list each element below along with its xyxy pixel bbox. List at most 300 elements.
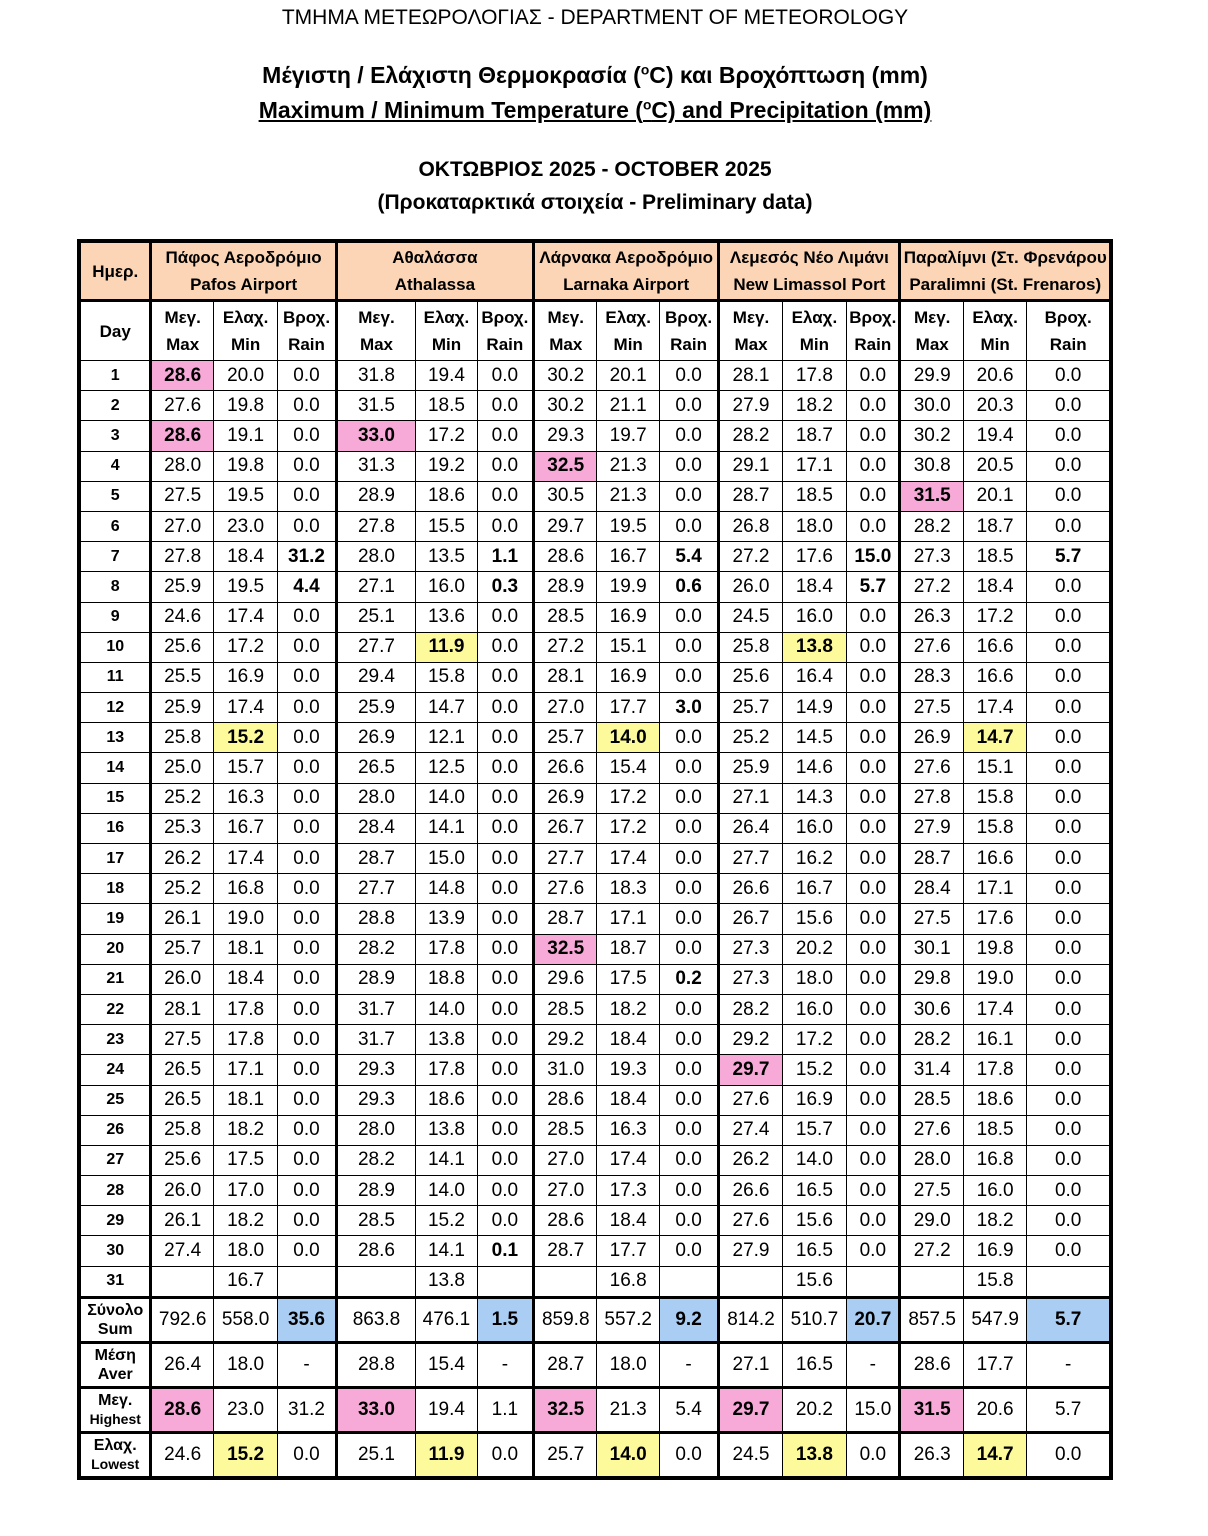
- column-header-row: [81, 301, 1110, 361]
- day-number: 12: [81, 693, 151, 723]
- table-cell: 27.0: [534, 693, 597, 723]
- table-cell: 28.2: [336, 934, 416, 964]
- column-header-rain: Βροχ. Rain: [659, 301, 718, 361]
- table-cell: 30.2: [900, 421, 963, 451]
- table-cell: 19.8: [963, 934, 1026, 964]
- table-cell: 16.8: [597, 1266, 659, 1297]
- table-cell: 16.9: [963, 1236, 1026, 1266]
- table-cell: 28.3: [900, 662, 963, 692]
- day-number: 3: [81, 421, 151, 451]
- day-number: 24: [81, 1055, 151, 1085]
- table-cell: 17.5: [213, 1145, 277, 1175]
- table-cell: 17.6: [782, 542, 846, 572]
- table-cell: 0.0: [477, 1025, 533, 1055]
- table-cell: 16.6: [963, 844, 1026, 874]
- table-cell: 19.7: [597, 421, 659, 451]
- table-cell: 0.0: [477, 723, 533, 753]
- table-cell: 0.2: [659, 964, 718, 994]
- table-cell: 12.1: [416, 723, 477, 753]
- table-cell: 0.0: [477, 753, 533, 783]
- table-cell: 25.2: [151, 874, 213, 904]
- summary-cell: 33.0: [336, 1387, 416, 1432]
- table-cell: [659, 1266, 718, 1297]
- table-cell: 0.6: [659, 572, 718, 602]
- table-cell: 17.4: [597, 844, 659, 874]
- table-row: [81, 1115, 1110, 1145]
- table-cell: 15.7: [213, 753, 277, 783]
- column-header-max: Μεγ. Max: [151, 301, 213, 361]
- table-cell: 17.8: [416, 934, 477, 964]
- table-cell: 17.0: [213, 1176, 277, 1206]
- table-cell: 0.0: [278, 1236, 336, 1266]
- table-cell: 0.0: [659, 1176, 718, 1206]
- table-cell: 25.8: [719, 632, 782, 662]
- table-cell: 15.6: [782, 1206, 846, 1236]
- table-cell: 14.6: [782, 753, 846, 783]
- column-header-min: Ελαχ. Min: [416, 301, 477, 361]
- table-cell: 0.0: [847, 421, 900, 451]
- table-cell: 1.1: [477, 542, 533, 572]
- table-cell: 28.6: [534, 1206, 597, 1236]
- table-cell: 3.0: [659, 693, 718, 723]
- table-cell: 11.9: [416, 632, 477, 662]
- day-number: 27: [81, 1145, 151, 1175]
- table-cell: 26.0: [719, 572, 782, 602]
- table-cell: 26.2: [719, 1145, 782, 1175]
- table-cell: 0.0: [278, 602, 336, 632]
- table-cell: 17.1: [963, 874, 1026, 904]
- table-cell: 0.0: [1027, 964, 1110, 994]
- summary-cell: 5.7: [1027, 1297, 1110, 1342]
- table-cell: 18.5: [782, 481, 846, 511]
- day-number: 7: [81, 542, 151, 572]
- table-cell: 27.5: [900, 693, 963, 723]
- table-cell: 28.2: [719, 994, 782, 1024]
- table-cell: 15.7: [782, 1115, 846, 1145]
- table-cell: 27.6: [900, 632, 963, 662]
- table-row: [81, 481, 1110, 511]
- summary-cell: 28.6: [151, 1387, 213, 1432]
- table-cell: 0.0: [659, 421, 718, 451]
- table-cell: 28.5: [534, 1115, 597, 1145]
- title-greek: Μέγιστη / Ελάχιστη Θερμοκρασία ($^o$C) και Βροχόπτωση (mm): [262, 62, 928, 88]
- table-cell: 29.0: [900, 1206, 963, 1236]
- table-cell: 16.8: [963, 1145, 1026, 1175]
- table-cell: 25.1: [336, 602, 416, 632]
- table-cell: 29.2: [534, 1025, 597, 1055]
- table-cell: 18.7: [782, 421, 846, 451]
- table-cell: 0.0: [1027, 391, 1110, 421]
- table-cell: 0.0: [278, 1055, 336, 1085]
- table-cell: 18.4: [597, 1085, 659, 1115]
- table-cell: 5.4: [659, 542, 718, 572]
- table-cell: 0.0: [477, 934, 533, 964]
- summary-cell: 792.6: [151, 1297, 213, 1342]
- summary-label: Σύνολο Sum: [81, 1297, 151, 1342]
- table-cell: 16.9: [213, 662, 277, 692]
- table-cell: 27.5: [900, 1176, 963, 1206]
- summary-cell: 27.1: [719, 1342, 782, 1387]
- summary-cell: 31.5: [900, 1387, 963, 1432]
- summary-cell: 35.6: [278, 1297, 336, 1342]
- table-row: [81, 874, 1110, 904]
- table-cell: 28.1: [534, 662, 597, 692]
- table-cell: 16.0: [963, 1176, 1026, 1206]
- station-header-larnaka: Λάρνακα Αεροδρόμιο Larnaka Airport: [534, 243, 719, 301]
- table-cell: 0.0: [659, 994, 718, 1024]
- table-cell: 28.2: [900, 511, 963, 541]
- table-row: [81, 542, 1110, 572]
- summary-cell: 14.7: [963, 1432, 1026, 1476]
- table-cell: 29.9: [900, 361, 963, 391]
- table-cell: 0.0: [278, 1176, 336, 1206]
- table-cell: 16.9: [782, 1085, 846, 1115]
- table-cell: 0.0: [847, 1236, 900, 1266]
- table-cell: 25.2: [151, 783, 213, 813]
- table-cell: 0.0: [278, 421, 336, 451]
- table-cell: 15.4: [597, 753, 659, 783]
- table-cell: 0.0: [278, 1025, 336, 1055]
- table-cell: 28.7: [719, 481, 782, 511]
- table-cell: 26.3: [900, 602, 963, 632]
- table-cell: 0.0: [278, 1115, 336, 1145]
- table-cell: 27.3: [900, 542, 963, 572]
- table-cell: 30.2: [534, 391, 597, 421]
- table-cell: 19.8: [213, 391, 277, 421]
- table-cell: [719, 1266, 782, 1297]
- table-cell: 23.0: [213, 511, 277, 541]
- table-cell: 14.7: [416, 693, 477, 723]
- table-cell: 0.0: [278, 753, 336, 783]
- day-number: 28: [81, 1176, 151, 1206]
- table-cell: 0.0: [659, 632, 718, 662]
- table-cell: 0.0: [278, 1145, 336, 1175]
- table-cell: [336, 1266, 416, 1297]
- table-cell: 17.2: [597, 783, 659, 813]
- table-row: [81, 964, 1110, 994]
- table-cell: 0.0: [278, 994, 336, 1024]
- table-cell: 0.0: [1027, 753, 1110, 783]
- weather-table: [80, 242, 1110, 1477]
- table-cell: 14.3: [782, 783, 846, 813]
- table-row: [81, 1025, 1110, 1055]
- table-cell: 27.6: [534, 874, 597, 904]
- table-cell: 17.8: [213, 994, 277, 1024]
- table-cell: 0.0: [847, 753, 900, 783]
- table-cell: 18.7: [597, 934, 659, 964]
- table-row: [81, 994, 1110, 1024]
- table-cell: 0.0: [847, 1025, 900, 1055]
- table-cell: 16.5: [782, 1176, 846, 1206]
- table-cell: 0.1: [477, 1236, 533, 1266]
- summary-cell: -: [1027, 1342, 1110, 1387]
- table-row: [81, 361, 1110, 391]
- table-cell: 31.4: [900, 1055, 963, 1085]
- table-cell: 29.1: [719, 451, 782, 481]
- column-header-min: Ελαχ. Min: [963, 301, 1026, 361]
- day-number: 16: [81, 813, 151, 843]
- table-cell: 27.4: [719, 1115, 782, 1145]
- table-cell: 16.3: [213, 783, 277, 813]
- table-cell: 19.3: [597, 1055, 659, 1085]
- table-cell: 19.1: [213, 421, 277, 451]
- table-cell: 32.5: [534, 934, 597, 964]
- table-cell: 26.9: [336, 723, 416, 753]
- table-cell: 18.2: [782, 391, 846, 421]
- table-cell: 14.8: [416, 874, 477, 904]
- table-cell: 14.0: [597, 723, 659, 753]
- table-cell: 28.9: [534, 572, 597, 602]
- summary-cell: 11.9: [416, 1432, 477, 1476]
- table-cell: 17.7: [597, 693, 659, 723]
- table-cell: 27.6: [900, 753, 963, 783]
- table-cell: 18.4: [213, 964, 277, 994]
- column-header-max: Μεγ. Max: [534, 301, 597, 361]
- table-cell: 0.0: [847, 964, 900, 994]
- table-cell: 19.4: [416, 361, 477, 391]
- table-cell: 12.5: [416, 753, 477, 783]
- table-cell: 0.0: [847, 994, 900, 1024]
- table-row: [81, 632, 1110, 662]
- table-cell: 13.8: [416, 1266, 477, 1297]
- table-cell: 18.6: [963, 1085, 1026, 1115]
- table-cell: 14.0: [416, 783, 477, 813]
- table-cell: 0.0: [659, 391, 718, 421]
- table-cell: 0.0: [1027, 1206, 1110, 1236]
- table-cell: 28.0: [900, 1145, 963, 1175]
- table-cell: 16.0: [782, 994, 846, 1024]
- table-cell: 0.0: [477, 844, 533, 874]
- table-cell: 16.7: [782, 874, 846, 904]
- day-number: 25: [81, 1085, 151, 1115]
- table-cell: 0.0: [847, 874, 900, 904]
- table-cell: 26.5: [151, 1055, 213, 1085]
- summary-cell: 20.7: [847, 1297, 900, 1342]
- table-cell: 28.1: [719, 361, 782, 391]
- table-cell: [278, 1266, 336, 1297]
- table-cell: 27.7: [534, 844, 597, 874]
- table-cell: 26.5: [151, 1085, 213, 1115]
- summary-cell: 23.0: [213, 1387, 277, 1432]
- table-cell: 20.1: [963, 481, 1026, 511]
- table-cell: 30.2: [534, 361, 597, 391]
- table-cell: 0.0: [847, 391, 900, 421]
- table-cell: 15.2: [416, 1206, 477, 1236]
- table-cell: 16.9: [597, 662, 659, 692]
- table-cell: 16.6: [963, 632, 1026, 662]
- table-cell: 0.0: [278, 391, 336, 421]
- summary-cell: 26.4: [151, 1342, 213, 1387]
- table-cell: 28.6: [336, 1236, 416, 1266]
- summary-cell: 0.0: [477, 1432, 533, 1476]
- table-cell: 0.0: [477, 632, 533, 662]
- table-cell: 17.2: [213, 632, 277, 662]
- summary-cell: 510.7: [782, 1297, 846, 1342]
- table-cell: 0.0: [477, 1176, 533, 1206]
- table-cell: 4.4: [278, 572, 336, 602]
- table-cell: 27.2: [900, 1236, 963, 1266]
- table-cell: 0.0: [477, 421, 533, 451]
- table-row: [81, 904, 1110, 934]
- table-cell: 28.2: [719, 421, 782, 451]
- table-cell: 17.4: [597, 1145, 659, 1175]
- table-cell: 0.0: [1027, 723, 1110, 753]
- table-row: [81, 1055, 1110, 1085]
- table-cell: 19.0: [213, 904, 277, 934]
- day-number: 15: [81, 783, 151, 813]
- summary-cell: -: [477, 1342, 533, 1387]
- table-cell: 17.3: [597, 1176, 659, 1206]
- table-cell: 17.2: [963, 602, 1026, 632]
- summary-cell: 29.7: [719, 1387, 782, 1432]
- table-cell: 0.0: [477, 693, 533, 723]
- table-cell: 29.2: [719, 1025, 782, 1055]
- table-cell: 24.6: [151, 602, 213, 632]
- table-cell: 16.7: [213, 1266, 277, 1297]
- table-cell: 0.0: [659, 602, 718, 632]
- table-cell: 0.0: [1027, 693, 1110, 723]
- table-row: [81, 1176, 1110, 1206]
- table-cell: 0.0: [847, 451, 900, 481]
- table-cell: 0.0: [659, 904, 718, 934]
- column-header-rain: Βροχ. Rain: [278, 301, 336, 361]
- table-cell: 28.7: [534, 1236, 597, 1266]
- table-cell: 0.0: [847, 1145, 900, 1175]
- summary-cell: 21.3: [597, 1387, 659, 1432]
- summary-cell: 1.5: [477, 1297, 533, 1342]
- summary-cell: 5.7: [1027, 1387, 1110, 1432]
- summary-cell: 14.0: [597, 1432, 659, 1476]
- day-header-greek: Ημερ.: [81, 243, 151, 301]
- table-cell: 18.2: [213, 1206, 277, 1236]
- table-cell: 0.0: [477, 391, 533, 421]
- table-cell: 18.2: [213, 1115, 277, 1145]
- table-cell: 0.0: [477, 1206, 533, 1236]
- table-cell: 17.4: [963, 693, 1026, 723]
- table-cell: 16.9: [597, 602, 659, 632]
- summary-row: [81, 1387, 1110, 1432]
- table-cell: 0.0: [659, 934, 718, 964]
- summary-cell: -: [278, 1342, 336, 1387]
- summary-label: Ελαχ. Lowest: [81, 1432, 151, 1476]
- table-cell: 0.0: [659, 361, 718, 391]
- table-cell: 17.8: [213, 1025, 277, 1055]
- table-cell: 0.0: [1027, 994, 1110, 1024]
- table-cell: 0.0: [278, 904, 336, 934]
- table-cell: 26.0: [151, 964, 213, 994]
- table-cell: 27.2: [900, 572, 963, 602]
- table-cell: 17.2: [782, 1025, 846, 1055]
- table-cell: 0.0: [477, 994, 533, 1024]
- table-cell: 0.0: [477, 813, 533, 843]
- column-header-min: Ελαχ. Min: [597, 301, 659, 361]
- table-cell: 25.6: [151, 1145, 213, 1175]
- table-cell: 16.2: [782, 844, 846, 874]
- day-number: 30: [81, 1236, 151, 1266]
- table-cell: 0.0: [477, 964, 533, 994]
- day-number: 17: [81, 844, 151, 874]
- table-cell: 14.5: [782, 723, 846, 753]
- summary-cell: 547.9: [963, 1297, 1026, 1342]
- table-cell: 0.0: [278, 632, 336, 662]
- summary-cell: 18.0: [597, 1342, 659, 1387]
- table-cell: 28.7: [900, 844, 963, 874]
- table-cell: 28.0: [151, 451, 213, 481]
- table-row: [81, 783, 1110, 813]
- table-cell: 15.6: [782, 904, 846, 934]
- table-cell: 0.0: [847, 632, 900, 662]
- table-cell: 18.8: [416, 964, 477, 994]
- table-cell: 0.0: [278, 693, 336, 723]
- day-number: 13: [81, 723, 151, 753]
- table-cell: 0.3: [477, 572, 533, 602]
- column-header-rain: Βροχ. Rain: [847, 301, 900, 361]
- table-cell: 19.5: [213, 481, 277, 511]
- table-cell: 27.5: [151, 1025, 213, 1055]
- table-cell: 0.0: [847, 783, 900, 813]
- table-cell: 13.9: [416, 904, 477, 934]
- table-cell: 5.7: [847, 572, 900, 602]
- table-cell: 0.0: [477, 361, 533, 391]
- table-cell: 0.0: [1027, 421, 1110, 451]
- table-cell: 0.0: [477, 1085, 533, 1115]
- table-cell: 26.6: [534, 753, 597, 783]
- table-cell: 17.1: [782, 451, 846, 481]
- table-cell: 0.0: [659, 1115, 718, 1145]
- summary-cell: 857.5: [900, 1297, 963, 1342]
- day-number: 11: [81, 662, 151, 692]
- table-cell: 0.0: [1027, 662, 1110, 692]
- table-row: [81, 1206, 1110, 1236]
- table-cell: 0.0: [659, 1055, 718, 1085]
- summary-cell: 24.5: [719, 1432, 782, 1476]
- column-header-max: Μεγ. Max: [719, 301, 782, 361]
- summary-cell: 13.8: [782, 1432, 846, 1476]
- table-cell: 15.5: [416, 511, 477, 541]
- table-cell: 31.3: [336, 451, 416, 481]
- table-cell: 0.0: [1027, 934, 1110, 964]
- station-header-athalassa: Αθαλάσσα Athalassa: [336, 243, 533, 301]
- column-header-rain: Βροχ. Rain: [477, 301, 533, 361]
- table-cell: 16.0: [416, 572, 477, 602]
- table-cell: 14.0: [416, 1176, 477, 1206]
- table-cell: 29.4: [336, 662, 416, 692]
- station-header-paralimni: Παραλίμνι (Στ. Φρενάρου Paralimni (St. Frenaros): [900, 243, 1110, 301]
- table-cell: 27.9: [719, 391, 782, 421]
- table-cell: 0.0: [847, 1115, 900, 1145]
- table-cell: 18.4: [213, 542, 277, 572]
- table-cell: 18.4: [597, 1206, 659, 1236]
- summary-cell: 863.8: [336, 1297, 416, 1342]
- table-row: [81, 391, 1110, 421]
- column-header-min: Ελαχ. Min: [782, 301, 846, 361]
- summary-cell: 17.7: [963, 1342, 1026, 1387]
- table-cell: 15.8: [963, 1266, 1026, 1297]
- table-cell: 15.1: [963, 753, 1026, 783]
- table-cell: 28.0: [336, 542, 416, 572]
- table-row: [81, 1236, 1110, 1266]
- summary-cell: 859.8: [534, 1297, 597, 1342]
- table-cell: 15.6: [782, 1266, 846, 1297]
- table-cell: 17.4: [213, 602, 277, 632]
- table-cell: 0.0: [477, 874, 533, 904]
- summary-cell: 5.4: [659, 1387, 718, 1432]
- table-cell: 31.8: [336, 361, 416, 391]
- summary-cell: 20.6: [963, 1387, 1026, 1432]
- table-cell: 19.5: [597, 511, 659, 541]
- table-cell: 20.6: [963, 361, 1026, 391]
- table-cell: 29.7: [534, 511, 597, 541]
